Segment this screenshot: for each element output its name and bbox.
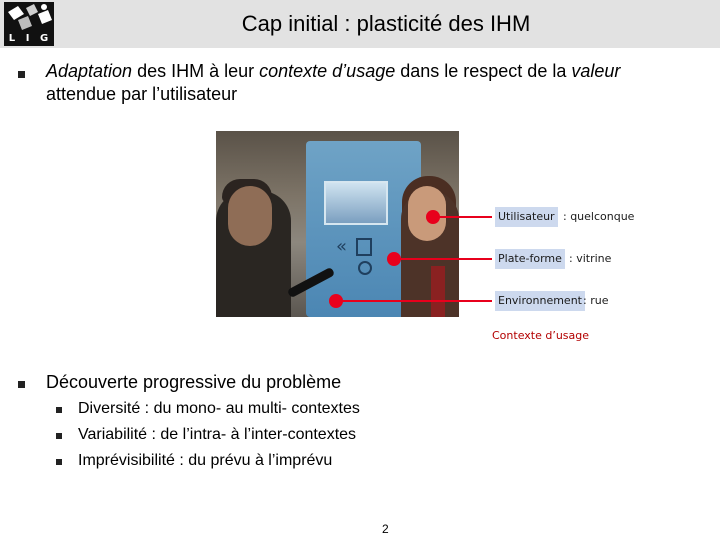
sub-bullet-square-icon [56, 459, 62, 465]
figure-caption: Contexte d’usage [492, 329, 590, 342]
callout-value-utilisateur: : quelconque [563, 210, 635, 223]
logo-letter-g: G [39, 33, 50, 44]
sub-bullet-square-icon [56, 433, 62, 439]
bullet-1-seg-2: contexte d’usage [259, 61, 396, 81]
callout-label-utilisateur: Utilisateur [495, 207, 558, 227]
logo-letter-l: L [8, 33, 17, 44]
sub-item-diversite: Diversité : du mono- au multi- contextes [78, 400, 360, 417]
page-number: 2 [382, 522, 389, 536]
bullet-1-seg-4: valeur [571, 61, 621, 81]
bullet-1-seg-3: dans le respect de la [395, 61, 572, 81]
bullet-1-line-2: attendue par l’utilisateur [46, 84, 238, 104]
bullet-square-icon [18, 381, 25, 388]
callout-label-environnement: Environnement [495, 291, 585, 311]
kiosk-nav-icon: « [336, 236, 348, 257]
sub-item-imprevisibilite: Imprévisibilité : du prévu à l’imprévu [78, 452, 333, 469]
bullet-1-seg-1: des IHM à leur [132, 61, 260, 81]
callout-dot-plateforme [387, 252, 401, 266]
callout-dot-environnement [329, 294, 343, 308]
callout-value-plateforme: : vitrine [569, 252, 612, 265]
callout-dot-utilisateur [426, 210, 440, 224]
callout-label-plateforme: Plate-forme [495, 249, 565, 269]
sub-bullet-square-icon [56, 407, 62, 413]
bullet-2-text: Découverte progressive du problème [46, 372, 342, 392]
bullet-1-seg-0: Adaptation [46, 61, 133, 81]
logo-letter-i: I [25, 33, 31, 44]
sub-item-variabilite: Variabilité : de l’intra- à l’inter-contextes [78, 426, 357, 443]
slide-title: Cap initial : plasticité des IHM [241, 11, 531, 36]
callout-value-environnement: : rue [583, 294, 609, 307]
